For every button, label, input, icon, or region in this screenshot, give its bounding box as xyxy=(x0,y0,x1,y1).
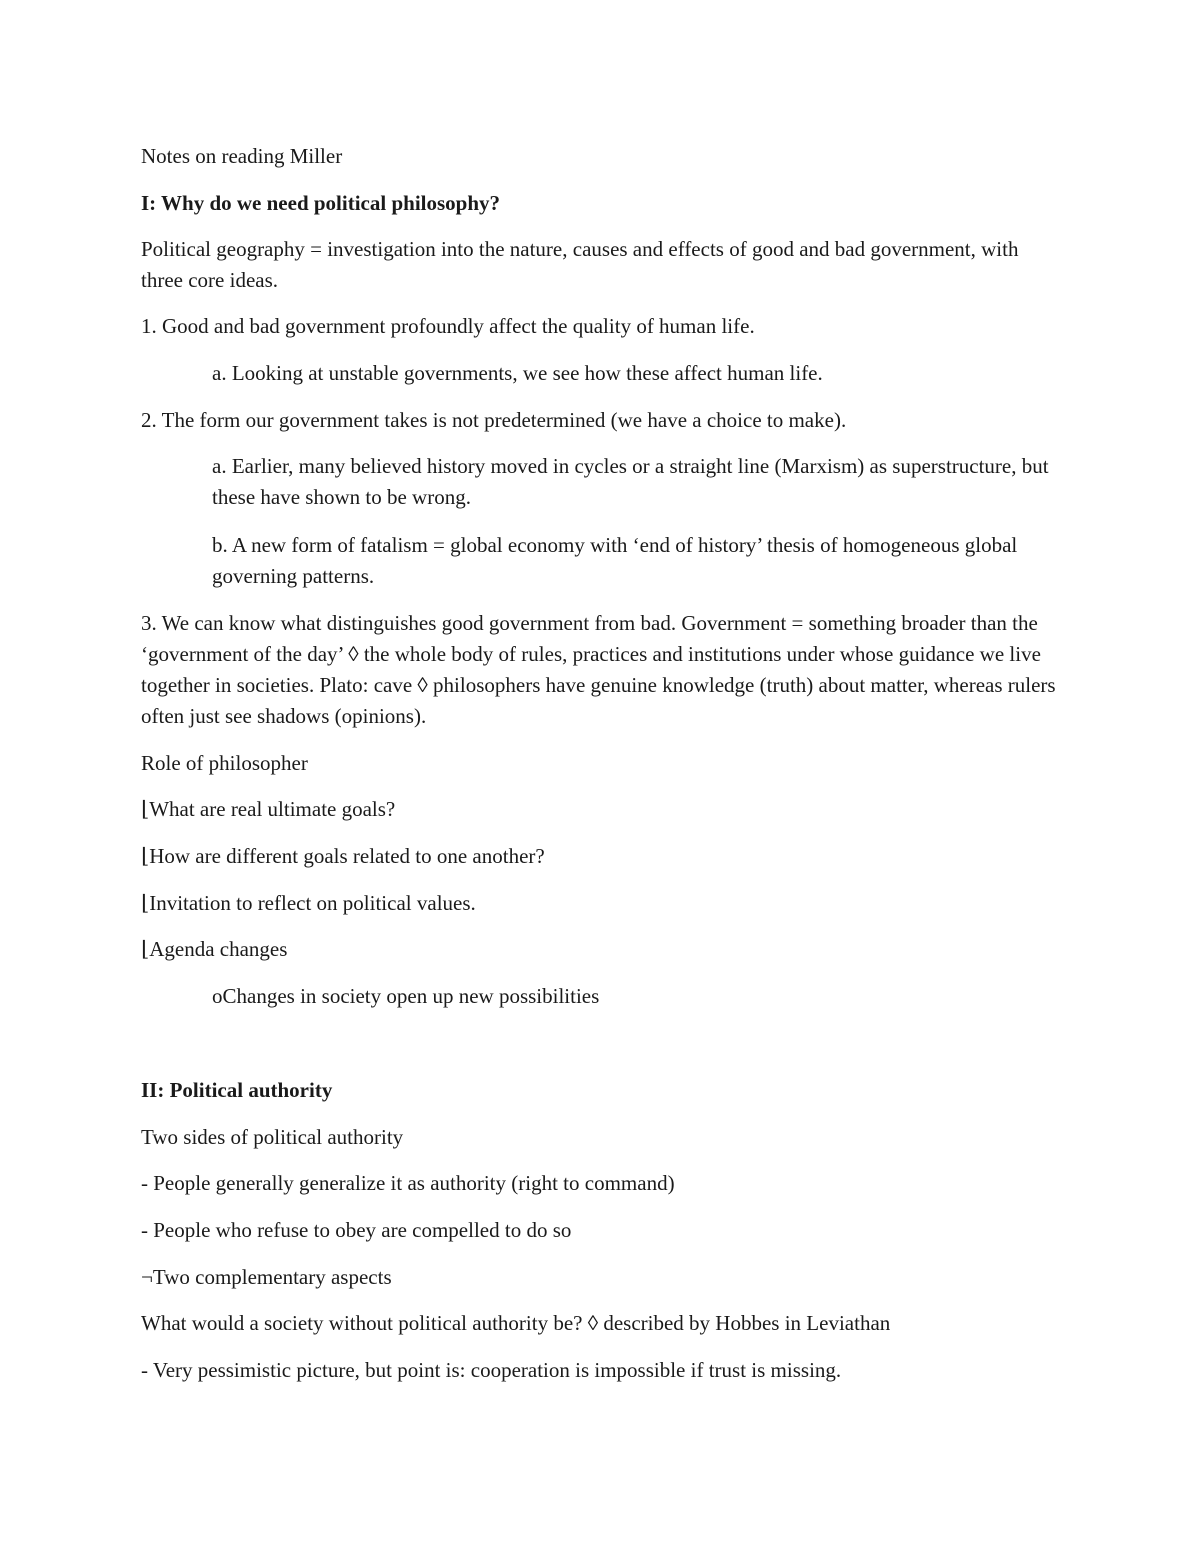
section2-item: - People who refuse to obey are compelled to do so xyxy=(141,1218,572,1242)
role-item-text: What are real ultimate goals? xyxy=(149,797,396,821)
section2-heading: II: Political authority xyxy=(141,1078,333,1102)
point-2a: a. Earlier, many believed history moved in cycles or a straight line (Marxism) as superstructure, but these have shown to be wrong. xyxy=(212,454,1049,509)
bullet-marker: ⌊ xyxy=(141,844,150,868)
role-heading: Role of philosopher xyxy=(141,751,308,775)
section2-item: - People generally generalize it as authority (right to command) xyxy=(141,1171,675,1195)
section2-item: ¬Two complementary aspects xyxy=(141,1265,392,1289)
section1-intro: Political geography = investigation into the nature, causes and effects of good and bad government, with three core ideas. xyxy=(141,237,1019,292)
section1-heading: I: Why do we need political philosophy? xyxy=(141,191,501,215)
role-item-text: Invitation to reflect on political values. xyxy=(149,891,476,915)
section2-question: What would a society without political authority be? ◊ described by Hobbes in Leviathan xyxy=(141,1311,891,1335)
point-1a: a. Looking at unstable governments, we see how these affect human life. xyxy=(212,361,823,385)
point-2b: b. A new form of fatalism = global economy with ‘end of history’ thesis of homogeneous global governing patterns. xyxy=(212,533,1018,588)
point-3: 3. We can know what distinguishes good government from bad. Government = something broader than the ‘government of the day’ ◊ the whole body of rules, practices and institutions under whose guidance we live together in societies. Plato: cave ◊ philosophers have genuine knowledge (truth) about matter, whereas rulers often just see shadows (opinions). xyxy=(141,611,1056,728)
point-2: 2. The form our government takes is not predetermined (we have a choice to make). xyxy=(141,408,847,432)
sub-bullet: oChanges in society open up new possibilities xyxy=(212,984,600,1008)
section2-item: - Very pessimistic picture, but point is: cooperation is impossible if trust is missing. xyxy=(141,1358,842,1382)
bullet-marker: ⌊ xyxy=(141,891,150,915)
role-item xyxy=(141,794,395,825)
role-item-text: How are different goals related to one another? xyxy=(149,844,545,868)
role-item-text: Agenda changes xyxy=(149,937,288,961)
bullet-marker: ⌊ xyxy=(141,797,150,821)
role-item xyxy=(141,934,287,965)
role-item xyxy=(141,888,476,919)
point-1: 1. Good and bad government profoundly affect the quality of human life. xyxy=(141,314,755,338)
bullet-marker: ⌊ xyxy=(141,937,150,961)
role-item xyxy=(141,841,545,872)
document-title: Notes on reading Miller xyxy=(141,144,343,168)
section2-intro: Two sides of political authority xyxy=(141,1125,404,1149)
